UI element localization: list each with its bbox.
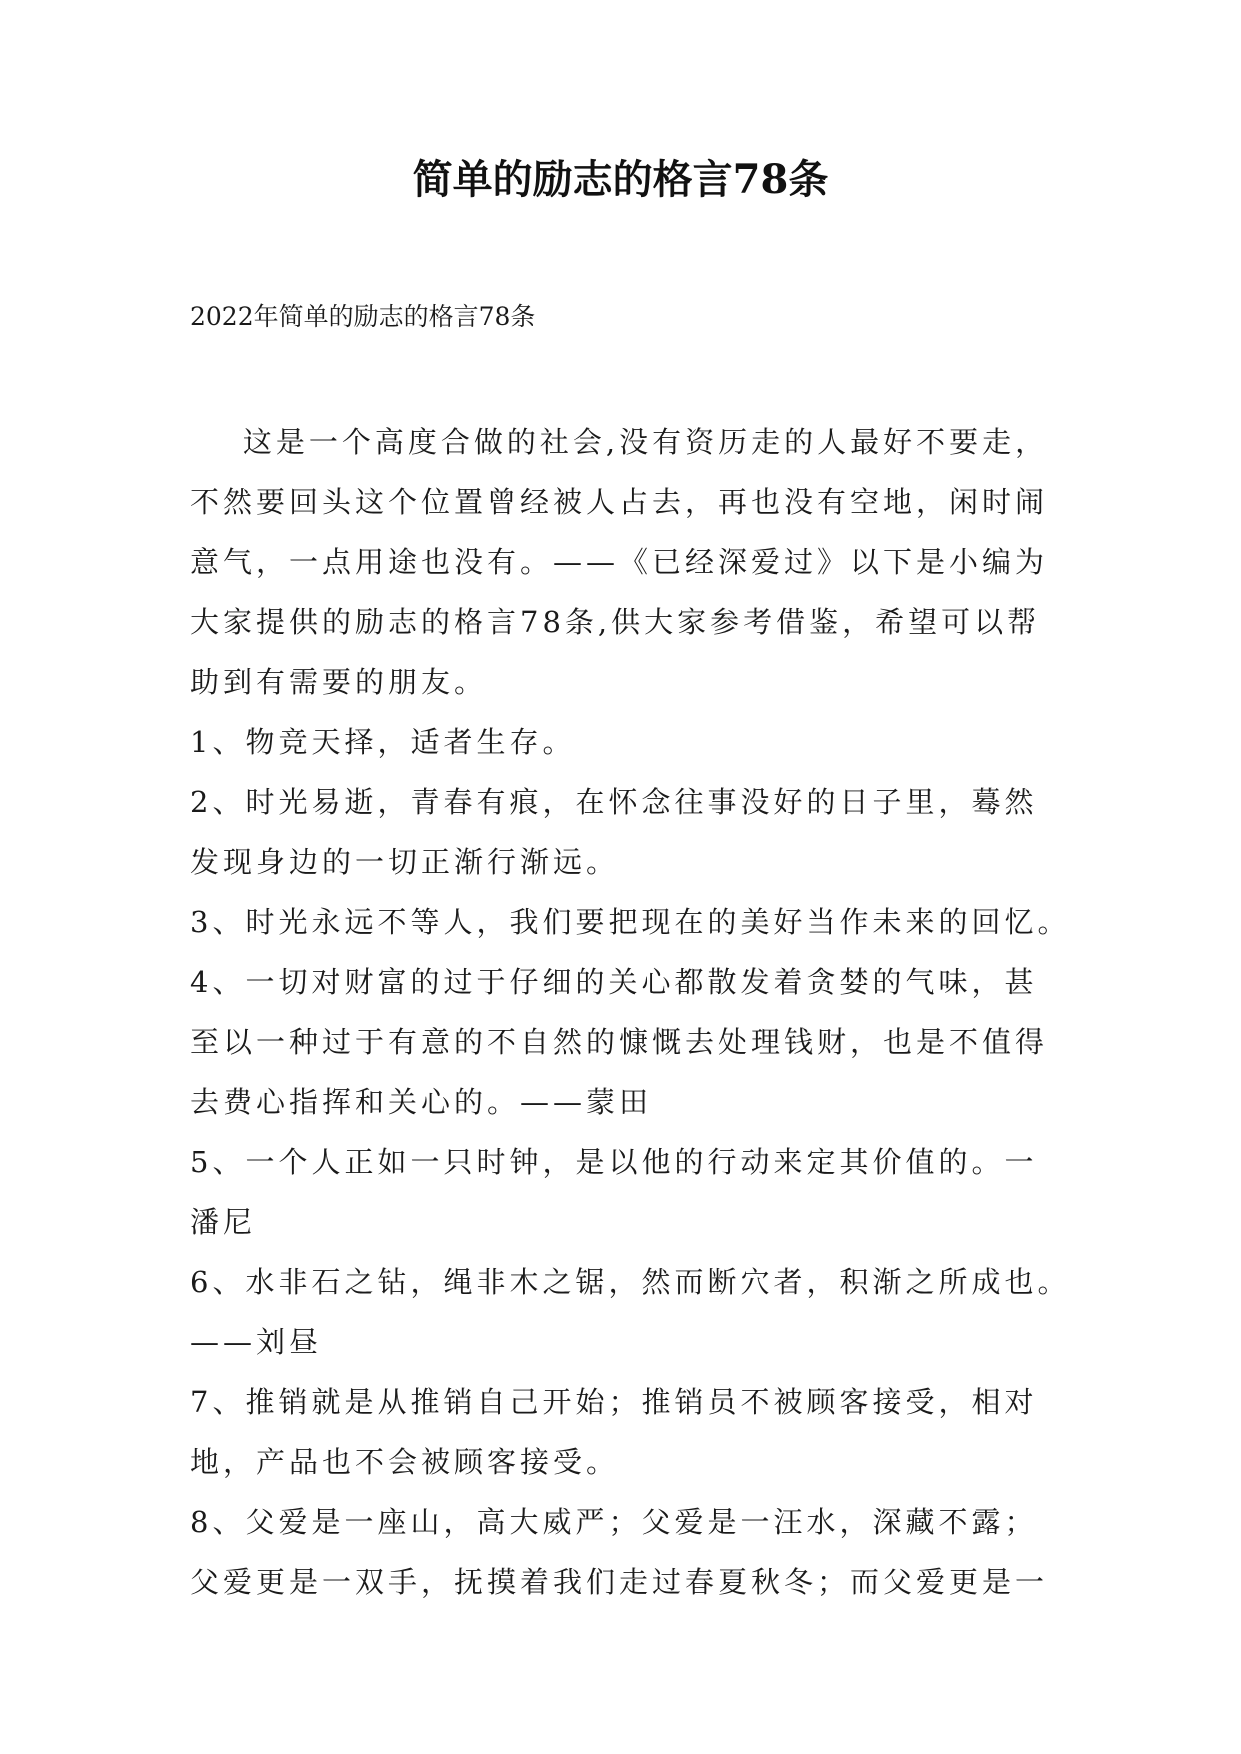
body-line: 8、父爱是一座山，高大威严；父爱是一汪水，深藏不露； bbox=[190, 1505, 1038, 1539]
body-line: 5、一个人正如一只时钟，是以他的行动来定其价值的。一 bbox=[190, 1145, 1038, 1179]
document-title: 简单的励志的格言78条 bbox=[412, 156, 829, 203]
body-line: 6、水非石之钻，绳非木之锯，然而断穴者，积渐之所成也。 bbox=[190, 1265, 1071, 1299]
body-line: 地，产品也不会被顾客接受。 bbox=[190, 1445, 620, 1479]
body-line: 助到有需要的朋友。 bbox=[190, 665, 488, 699]
body-line: 1、物竞天择，适者生存。 bbox=[190, 725, 576, 759]
body-line: 2、时光易逝，青春有痕，在怀念往事没好的日子里，蓦然 bbox=[190, 785, 1038, 819]
document-subtitle: 2022年简单的励志的格言78条 bbox=[190, 302, 536, 331]
body-line: 发现身边的一切正渐行渐远。 bbox=[190, 845, 620, 879]
body-line: ——刘昼 bbox=[190, 1325, 323, 1359]
body-line: 3、时光永远不等人，我们要把现在的美好当作未来的回忆。 bbox=[190, 905, 1071, 939]
body-line: 7、推销就是从推销自己开始；推销员不被顾客接受，相对 bbox=[190, 1385, 1038, 1419]
body-line: 至以一种过于有意的不自然的慷慨去处理钱财，也是不值得 bbox=[190, 1025, 1049, 1059]
body-line: 父爱更是一双手，抚摸着我们走过春夏秋冬；而父爱更是一 bbox=[190, 1565, 1049, 1599]
body-line: 潘尼 bbox=[190, 1205, 257, 1239]
body-line: 大家提供的励志的格言78条,供大家参考借鉴，希望可以帮 bbox=[190, 605, 1041, 639]
body-line: 意气，一点用途也没有。——《已经深爱过》以下是小编为 bbox=[190, 545, 1049, 579]
document-body bbox=[190, 412, 1090, 1612]
body-line: 去费心指挥和关心的。——蒙田 bbox=[190, 1085, 653, 1119]
body-line: 4、一切对财富的过于仔细的关心都散发着贪婪的气味，甚 bbox=[190, 965, 1038, 999]
body-line: 这是一个高度合做的社会,没有资历走的人最好不要走， bbox=[190, 425, 1049, 459]
body-line: 不然要回头这个位置曾经被人占去，再也没有空地，闲时闹 bbox=[190, 485, 1049, 519]
